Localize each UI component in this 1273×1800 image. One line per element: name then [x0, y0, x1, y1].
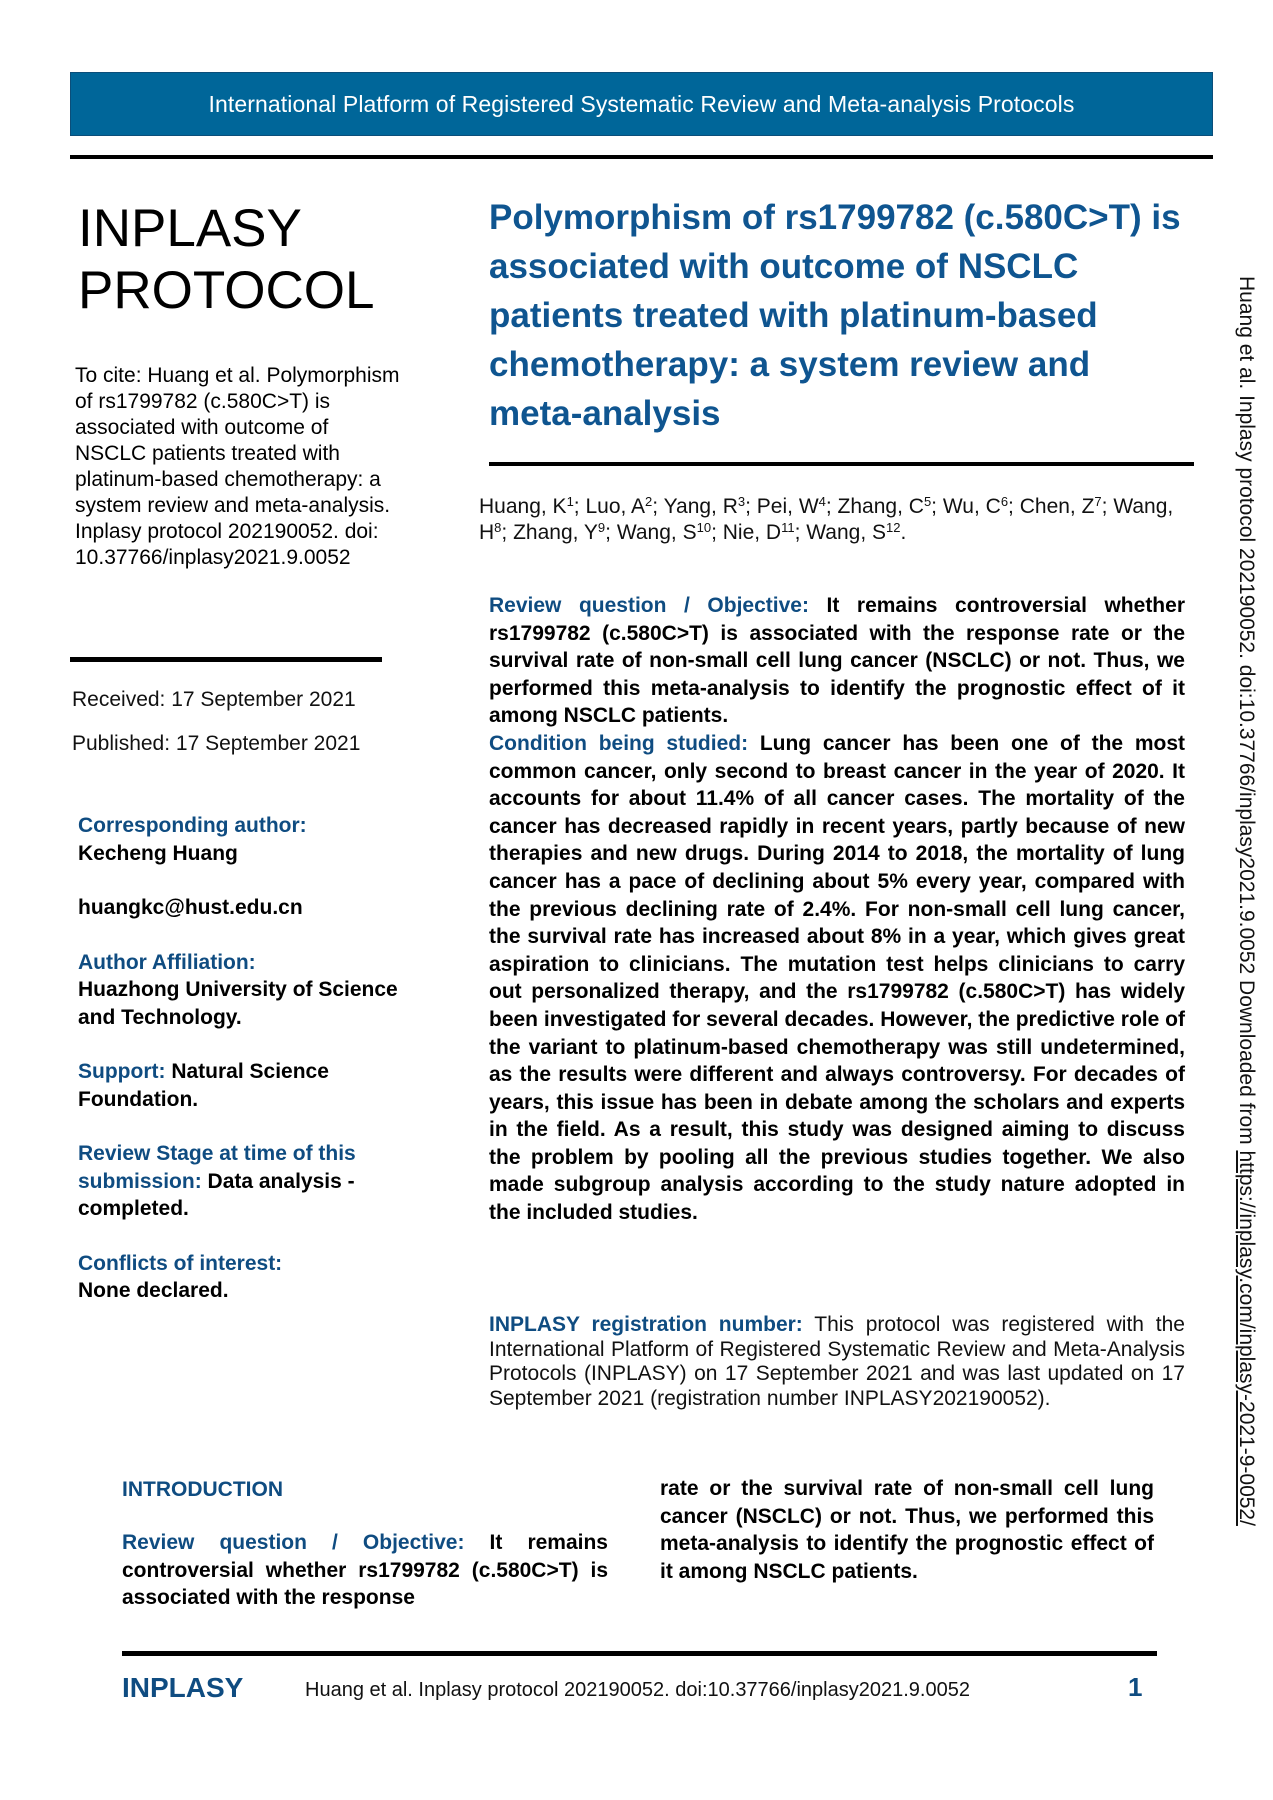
footer-divider — [122, 1651, 1157, 1656]
corresponding-label: Corresponding author: — [78, 814, 307, 837]
author-affiliation-number: 11 — [781, 520, 795, 535]
author: Nie, $D^{11}$ — [722, 520, 795, 544]
author-affiliation-number: 12 — [886, 520, 901, 535]
stage-value: Data analysis - completed. — [78, 1169, 355, 1220]
condition-text: Lung cancer has been one of the most common cancer, only second to breast cancer in the year of 2020. It accounts for about 11.4% of all cancer cases. The mortality of the cancer has decreased rapidly in recent years, partly because of new therapies and new drugs. During 2014 to 2018, the mortality of lung cancer has a pace of declining about 5% every year, compared with the previous declining rate of 2.4%. For non-small cell lung cancer, the survival rate has increased about 8% in a year, which gives great aspiration to clinicians. The mutation test helps clinicians to carry out personalized therapy, and the rs1799782 (c.580C>T) has widely been investigated for several decades. However, the predictive role of the variant to platinum-based chemotherapy was still undetermined, as the results were different and always controversy. For decades of years, this issue has been in debate among the scholars and experts in the field. As a result, this study was designed aiming to discuss the problem by pooling all the previous studies together. We also made subgroup analysis according to the study nature adopted in the included studies. — [489, 731, 1185, 1225]
conflicts-value: None declared. — [78, 1279, 229, 1302]
author: Yang, $R^3$ — [663, 494, 746, 518]
introduction-column-1 — [122, 1529, 608, 1612]
dates-block — [72, 688, 360, 776]
affiliation-label: Author Affiliation: — [78, 950, 256, 974]
introduction-column-2: rate or the survival rate of non-small cell lung cancer (NSCLC) or not. Thus, we performed this meta-analysis to identify the prognostic effect of it among NSCLC patients. — [660, 1477, 1154, 1583]
abstract — [489, 592, 1185, 1227]
corresponding-name: Kecheng Huang — [78, 841, 238, 865]
conflicts — [78, 1250, 408, 1305]
download-link[interactable]: https://inplasy.com/inplasy-2021-9-0052/ — [1235, 1150, 1258, 1526]
header-banner — [70, 72, 1213, 136]
author: Luo, $A^2$ — [585, 494, 653, 518]
review-question-text: It remains controversial whether rs1799782 (c.580C>T) is associated with the response rate or the survival rate of non-small cell lung cancer (NSCLC) or not. Thus, we performed this meta-analysis to identify the prognostic effect of it among NSCLC patients. — [489, 594, 1185, 728]
intro-col1-text: It remains controversial whether rs1799782 (c.580C>T) is associated with the response — [122, 1531, 608, 1610]
footer-citation: Huang et al. Inplasy protocol 202190052. doi:10.37766/inplasy2021.9.0052 — [305, 1679, 970, 1701]
support-label: Support: — [78, 1060, 166, 1083]
support-value: Natural Science Foundation. — [78, 1060, 329, 1111]
stage-label: Review Stage at time of this submission: — [78, 1142, 356, 1193]
protocol-heading — [78, 198, 374, 322]
page-number: 1 — [1128, 1672, 1143, 1702]
author-affiliation — [78, 949, 408, 1032]
support — [78, 1058, 408, 1113]
registration-block — [489, 1313, 1185, 1411]
review-question — [489, 592, 1185, 730]
conflicts-label: Conflicts of interest: — [78, 1251, 283, 1275]
author-affiliation-number: 1 — [566, 494, 574, 509]
author: Wu, $C^6$ — [942, 494, 1009, 518]
margin-note-text: Huang et al. Inplasy protocol 202190052. doi:10.37766/inplasy2021.9.0052 Downloaded from — [1235, 276, 1258, 1151]
author-affiliation-number: 7 — [1094, 494, 1102, 509]
registration-text: This protocol was registered with the International Platform of Registered Systematic Review and Meta-Analysis Protocols (INPLASY) on 17 September 2021 and was last updated on 17 September 2021 (registration number INPLASY202190052). — [489, 1313, 1185, 1410]
margin-download-note — [1234, 276, 1258, 1526]
author-affiliation-number: 4 — [818, 494, 826, 509]
received-date: Received: 17 September 2021 — [72, 688, 356, 711]
article-title: Polymorphism of rs1799782 (c.580C>T) is associated with outcome of NSCLC patients treated with platinum-based chemotherapy: a system review and meta-analysis — [489, 198, 1181, 433]
intro-review-label: Review question / Objective: — [122, 1531, 465, 1554]
heading-line-2: PROTOCOL — [78, 261, 375, 320]
condition-label: Condition being studied: — [489, 731, 749, 755]
published-date: Published: 17 September 2021 — [72, 732, 361, 755]
heading-line-1: INPLASY — [78, 199, 302, 258]
affiliation-value: Huazhong University of Science and Technology. — [78, 978, 398, 1029]
author-affiliation-number: 5 — [923, 494, 932, 509]
sidebar-divider — [70, 657, 382, 662]
registration-label: INPLASY registration number: — [489, 1313, 803, 1336]
condition-studied — [489, 730, 1185, 1227]
author-list: Huang, $K^1$; Luo, $A^2$; Yang, $R^3$; Pei, $W^4$; Zhang, $C^5$; Wu, $C^6$; Chen, $Z^7$; Wang, $H^8$; Zhang, $Y^9$; Wang, $S^{10}$; Nie, $D^{11}$; Wang, $S^{12}$. — [479, 494, 1174, 544]
author-affiliation-number: 8 — [494, 520, 502, 535]
corresponding-author — [78, 812, 408, 867]
author-affiliation-number: 3 — [737, 494, 746, 509]
introduction-heading: INTRODUCTION — [122, 1478, 283, 1501]
author-affiliation-number: 10 — [696, 520, 712, 535]
author-affiliation-number: 6 — [1000, 494, 1009, 509]
author-affiliation-number: 2 — [645, 494, 653, 509]
author: Pei, $W^4$ — [756, 494, 826, 518]
author: Zhang, $C^5$ — [837, 494, 932, 518]
footer-brand: INPLASY — [122, 1672, 244, 1703]
title-divider — [489, 462, 1194, 466]
author: Huang, $K^1$ — [479, 494, 574, 518]
author: Wang, $S^{10}$ — [616, 520, 712, 544]
review-question-label: Review question / Objective: — [489, 594, 809, 617]
review-stage — [78, 1140, 408, 1223]
banner-title: International Platform of Registered Systematic Review and Meta-analysis Protocols — [208, 90, 1075, 117]
author: Zhang, $Y^9$ — [513, 520, 606, 544]
author-email[interactable]: huangkc@hust.edu.cn — [78, 896, 303, 919]
author: Chen, $Z^7$ — [1019, 494, 1102, 518]
sidebar-details — [78, 812, 408, 1332]
top-divider — [70, 155, 1213, 159]
citation-block: To cite: Huang et al. Polymorphism of rs1799782 (c.580C>T) is associated with outcome of NSCLC patients treated with platinum-based chemotherapy: a system review and meta-analysis. Inplasy protocol 202190052. doi: 10.37766/inplasy2021.9.0052 — [75, 364, 400, 569]
author: Wang, $H^8$ — [479, 495, 1174, 544]
author: Wang, $S^{12}$ — [806, 520, 901, 544]
author-affiliation-number: 9 — [597, 520, 606, 535]
